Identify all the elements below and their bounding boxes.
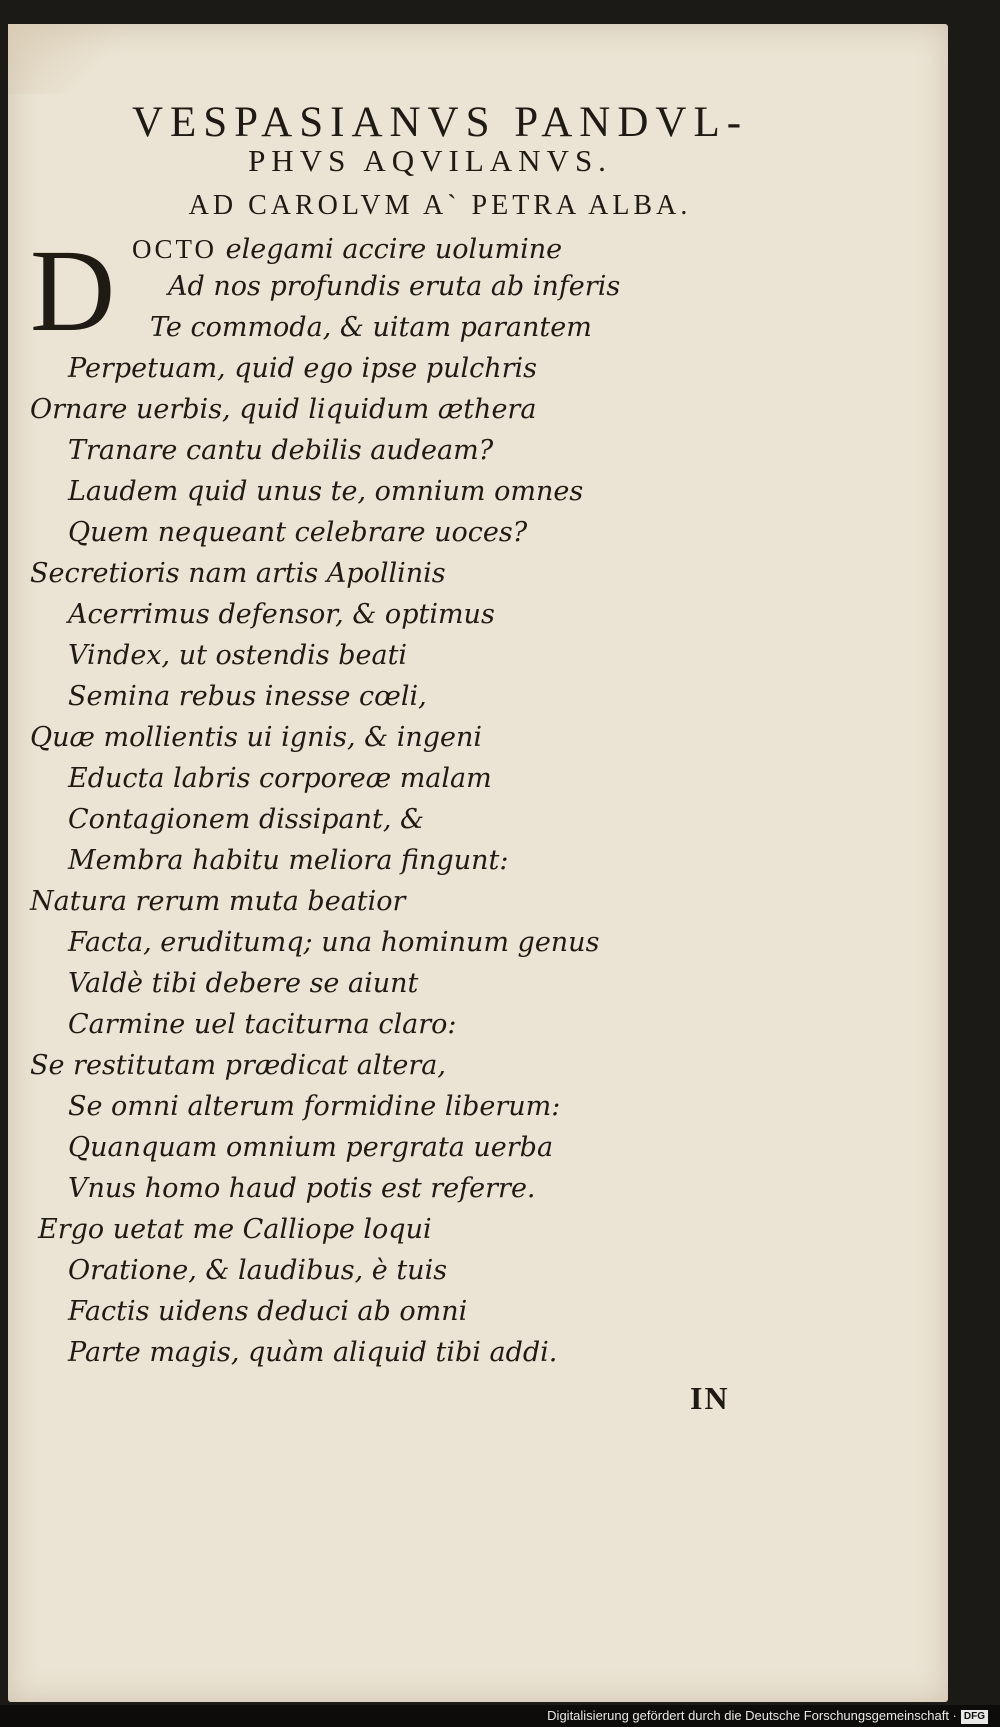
poem-line: Tranare cantu debilis audeam? [68, 435, 494, 466]
poem-line: Ergo uetat me Calliope loqui [38, 1214, 432, 1245]
poem-line: Parte magis, quàm aliquid tibi addi. [68, 1337, 558, 1368]
dfg-logo: DFG [961, 1710, 988, 1724]
poem-line: Natura rerum muta beatior [30, 886, 406, 917]
poem-line: Laudem quid unus te, omnium omnes [68, 476, 584, 507]
poem-line: Contagionem dissipant, & [68, 804, 425, 835]
poem-line: Se omni alterum formidine liberum: [68, 1091, 561, 1122]
poem-line: Se restitutam prædicat altera, [30, 1050, 446, 1081]
poem-line: Factis uidens deduci ab omni [68, 1296, 468, 1327]
poem-line: Vindex, ut ostendis beati [68, 640, 408, 671]
drop-cap-initial: D [30, 225, 116, 356]
poem-line: Acerrimus defensor, & optimus [68, 599, 495, 630]
poem-line: Ornare uerbis, quid liquidum æthera [30, 394, 537, 425]
footer-text: Digitalisierung gefördert durch die Deutsche Forschungsgemeinschaft · [547, 1708, 957, 1723]
poem-line: Vnus homo haud potis est referre. [68, 1173, 536, 1204]
poem-line: Perpetuam, quid ego ipse pulchris [68, 353, 538, 384]
poem-line: Semina rebus inesse cœli, [68, 681, 427, 712]
poem-line: Secretioris nam artis Apollinis [30, 558, 446, 589]
poem-line: Ad nos profundis eruta ab inferis [168, 271, 621, 302]
first-line-rest: elegami accire uolumine [217, 234, 563, 265]
catchword: IN [690, 1380, 730, 1416]
heading-author-line2: PHVS AQVILANVS. [248, 143, 612, 178]
poem-line: Educta labris corporeæ malam [68, 763, 492, 794]
poem-line: Oratione, & laudibus, è tuis [68, 1255, 448, 1286]
poem-line: Valdè tibi debere se aiunt [68, 968, 419, 999]
poem-line: Quanquam omnium pergrata uerba [68, 1132, 554, 1163]
poem-line-first [132, 234, 562, 265]
poem-line: Quem nequeant celebrare uoces? [68, 517, 528, 548]
heading-author-line1: VESPASIANVS PANDVL- [131, 99, 749, 146]
poem-line: Quæ mollientis ui ignis, & ingeni [30, 722, 483, 753]
poem-line: Membra habitu meliora fingunt: [68, 845, 509, 876]
heading-dedication: AD CAROLVM A` PETRA ALBA. [188, 190, 692, 221]
first-word-caps: OCTO [132, 234, 218, 264]
poem-line: Facta, eruditumq; una hominum genus [68, 927, 600, 958]
footer-credit [0, 1705, 1000, 1727]
poem-line: Te commoda, & uitam parantem [150, 312, 592, 343]
poem-line: Carmine uel taciturna claro: [68, 1009, 457, 1040]
